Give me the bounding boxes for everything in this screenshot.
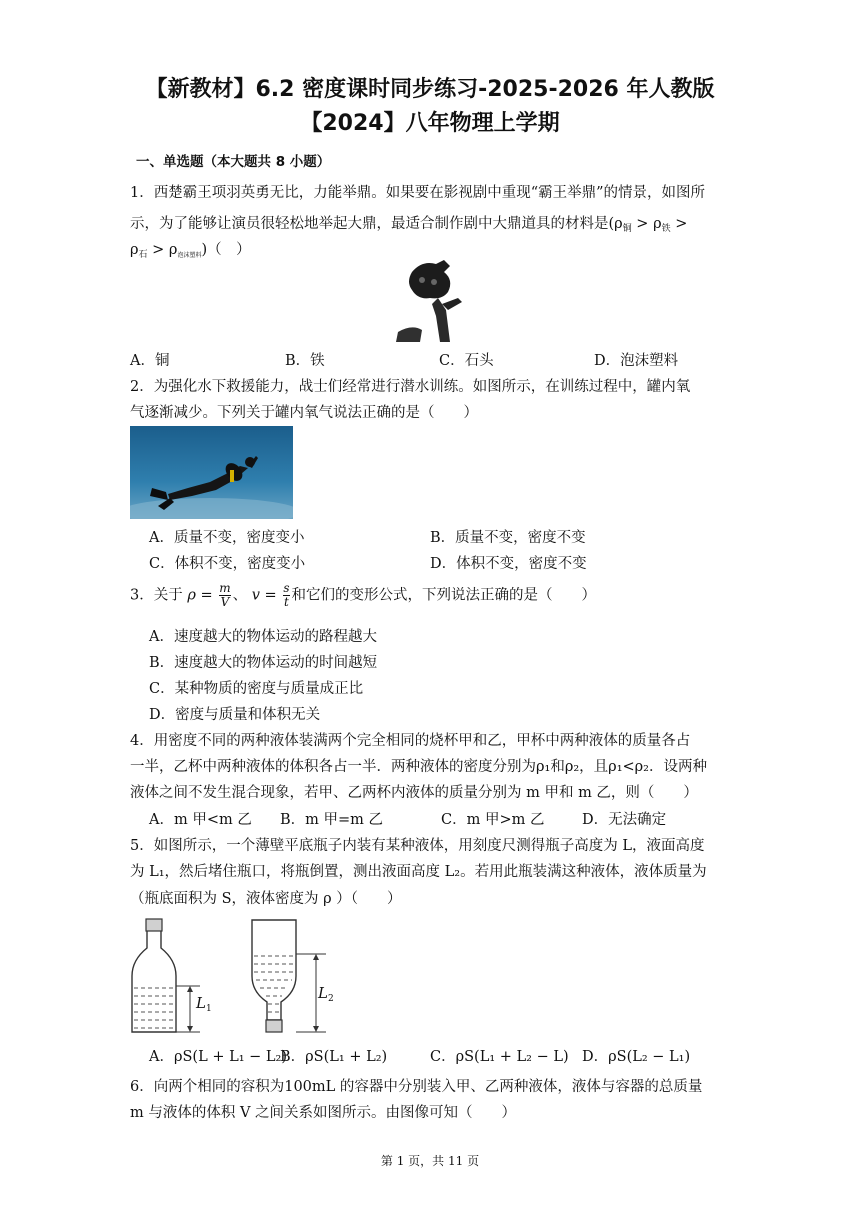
q1-line2: 示，为了能够让演员很轻松地举起大鼎，最适合制作剧中大鼎道具的材料是($\rho_铜 > \rho_铁$ > — [130, 216, 688, 234]
cauldron-figure — [392, 258, 466, 342]
q3-option-c[interactable]: C．某种物质的密度与质量成正比 — [149, 681, 364, 697]
formula-speed: v = — [251, 587, 282, 604]
q5-option-c[interactable]: C．ρS(L₁ + L₂ − L) — [430, 1049, 569, 1065]
q2-option-c[interactable]: C．体积不变，密度变小 — [149, 556, 306, 572]
q5-line2: 为 L₁，然后堵住瓶口，将瓶倒置，测出液面高度 L₂。若用此瓶装满这种液体，液体质量为 — [130, 864, 707, 880]
q4-line2: 一半，乙杯中两种液体的体积各占一半．两种液体的密度分别为ρ₁和ρ₂，且ρ₁<ρ₂．设两种 — [130, 759, 707, 775]
q4-option-d[interactable]: D．无法确定 — [582, 812, 667, 828]
label-l1: $L_1$ — [196, 994, 212, 1014]
q5-option-d[interactable]: D．ρS(L₂ − L₁) — [582, 1049, 691, 1065]
q1-option-c[interactable]: C．石头 — [439, 353, 494, 369]
q5-option-b[interactable]: B．ρS(L₁ + L₂) — [280, 1049, 388, 1065]
q2-option-b[interactable]: B．质量不变，密度不变 — [430, 530, 586, 546]
q5-option-a[interactable]: A．ρS(L + L₁ − L₂) — [149, 1049, 287, 1065]
q2-line1: 2．为强化水下救援能力，战士们经常进行潜水训练。如图所示，在训练过程中，罐内氧 — [130, 379, 691, 395]
label-l2: $L_2$ — [318, 984, 334, 1004]
q4-option-b[interactable]: B．m 甲=m 乙 — [280, 812, 384, 828]
q2-line2: 气逐渐减少。下列关于罐内氧气说法正确的是（ ） — [130, 405, 478, 421]
q1-option-d[interactable]: D．泡沫塑料 — [594, 353, 679, 369]
q5-line1: 5．如图所示，一个薄壁平底瓶子内装有某种液体，用刻度尺测得瓶子高度为 L，液面高度 — [130, 838, 705, 854]
q3-option-d[interactable]: D．密度与质量和体积无关 — [149, 707, 321, 723]
q1-line3: $\rho_石 > \rho_{泡沫塑料}$)（ ） — [130, 242, 251, 260]
q4-option-c[interactable]: C．m 甲>m 乙 — [441, 812, 545, 828]
q2-option-d[interactable]: D．体积不变，密度不变 — [430, 556, 587, 572]
doc-title-line1: 【新教材】6.2 密度课时同步练习-2025-2026 年人教版 — [145, 77, 715, 102]
q3-option-a[interactable]: A．速度越大的物体运动的路程越大 — [149, 629, 377, 645]
fraction-m-over-v: $\frac{m}{V}$ — [219, 581, 231, 609]
q3-line: 3．关于 ρ = $\frac{m}{V}$ 、 v = $\frac{s}{t}$ 和它们的变形公式，下列说法正确的是（ ） — [130, 581, 596, 609]
q5-line3: （瓶底面积为 S，液体密度为 ρ ）（ ） — [130, 891, 402, 907]
section-heading: 一、单选题（本大题共 8 小题） — [136, 154, 331, 170]
formula-density: ρ = — [187, 587, 218, 604]
q1-line1: 1．西楚霸王项羽英勇无比，力能举鼎。如果要在影视剧中重现“霸王举鼎”的情景，如图所 — [130, 185, 706, 201]
bottle-upright-figure — [126, 916, 226, 1036]
q6-line1: 6．向两个相同的容积为100mL 的容器中分别装入甲、乙两种液体，液体与容器的总质量 — [130, 1079, 703, 1095]
q2-option-a[interactable]: A．质量不变，密度变小 — [149, 530, 305, 546]
page-footer: 第 1 页，共 11 页 — [380, 1154, 480, 1168]
q4-line3: 液体之间不发生混合现象，若甲、乙两杯内液体的质量分别为 m 甲和 m 乙，则（ ） — [130, 785, 698, 801]
doc-title-line2: 【2024】八年物理上学期 — [300, 111, 560, 136]
q4-line1: 4．用密度不同的两种液体装满两个完全相同的烧杯甲和乙，甲杯中两种液体的质量各占 — [130, 733, 691, 749]
scuba-diver-image — [130, 426, 293, 519]
fraction-s-over-t: $\frac{s}{t}$ — [283, 581, 290, 609]
q4-option-a[interactable]: A．m 甲<m 乙 — [149, 812, 252, 828]
q6-line2: m 与液体的体积 V 之间关系如图所示。由图像可知（ ） — [130, 1105, 517, 1121]
q3-option-b[interactable]: B．速度越大的物体运动的时间越短 — [149, 655, 378, 671]
q1-option-a[interactable]: A．铜 — [130, 353, 170, 369]
q1-option-b[interactable]: B．铁 — [285, 353, 325, 369]
bottle-inverted-figure — [246, 916, 346, 1036]
